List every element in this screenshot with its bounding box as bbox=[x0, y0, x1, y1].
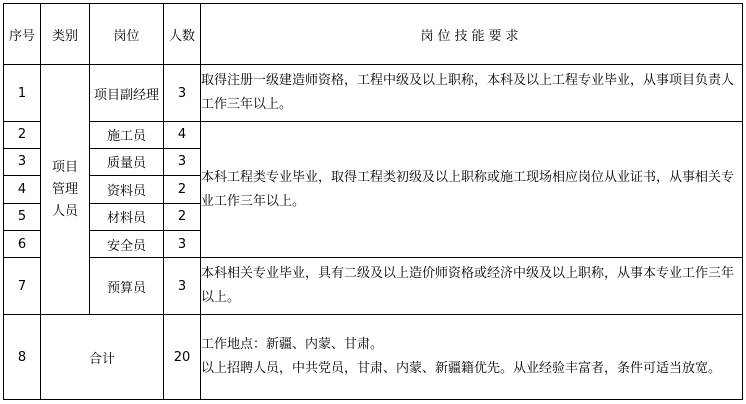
table-row bbox=[4, 65, 743, 122]
total-row bbox=[4, 315, 743, 400]
row-no: 7 bbox=[4, 258, 41, 315]
row-no: 6 bbox=[4, 231, 41, 258]
category-cell bbox=[41, 65, 90, 315]
row-no: 5 bbox=[4, 203, 41, 230]
row-position: 项目副经理 bbox=[90, 65, 164, 122]
requirements-cell: 取得注册一级建造师资格，工程中级及以上职称，本科及以上工程专业毕业，从事项目负责人工作三年以上。 bbox=[201, 65, 743, 122]
total-count: 20 bbox=[164, 315, 201, 400]
header-row bbox=[4, 4, 743, 65]
row-no: 2 bbox=[4, 122, 41, 148]
header-requirements: 岗位技能要求 bbox=[201, 4, 743, 65]
row-position: 质量员 bbox=[90, 148, 164, 175]
hiring-preference-note: 以上招聘人员，中共党员，甘肃、内蒙、新疆籍优先。从业经验丰富者，条件可适当放宽。 bbox=[201, 361, 722, 377]
header-category: 类别 bbox=[41, 4, 90, 65]
row-position: 预算员 bbox=[90, 258, 164, 315]
table-row bbox=[4, 258, 743, 315]
category-line: 人员 bbox=[51, 203, 78, 219]
total-note-cell bbox=[201, 315, 743, 400]
row-position: 安全员 bbox=[90, 231, 164, 258]
header-position: 岗位 bbox=[90, 4, 164, 65]
row-no: 1 bbox=[4, 65, 41, 122]
requirements-cell: 本科工程类专业毕业，取得工程类初级及以上职称或施工现场相应岗位从业证书，从事相关专业工作三年以上。 bbox=[201, 122, 743, 258]
header-no: 序号 bbox=[4, 4, 41, 65]
row-count: 3 bbox=[164, 231, 201, 258]
row-position: 施工员 bbox=[90, 122, 164, 148]
row-position: 材料员 bbox=[90, 203, 164, 230]
requirements-cell: 本科相关专业毕业，具有二级及以上造价师资格或经济中级及以上职称，从事本专业工作三年以上。 bbox=[201, 258, 743, 315]
category-line: 项目 bbox=[51, 159, 78, 175]
row-count: 2 bbox=[164, 203, 201, 230]
row-count: 3 bbox=[164, 258, 201, 315]
total-no: 8 bbox=[4, 315, 41, 400]
header-count: 人数 bbox=[164, 4, 201, 65]
row-count: 3 bbox=[164, 65, 201, 122]
category-line: 管理 bbox=[51, 181, 78, 197]
table-row bbox=[4, 122, 743, 148]
work-location-note: 工作地点：新疆、内蒙、甘肃。 bbox=[201, 337, 384, 353]
row-count: 2 bbox=[164, 176, 201, 203]
row-count: 4 bbox=[164, 122, 201, 148]
total-label: 合计 bbox=[41, 315, 164, 400]
row-count: 3 bbox=[164, 148, 201, 175]
row-no: 3 bbox=[4, 148, 41, 175]
recruitment-table bbox=[3, 3, 743, 400]
row-no: 4 bbox=[4, 176, 41, 203]
row-position: 资料员 bbox=[90, 176, 164, 203]
